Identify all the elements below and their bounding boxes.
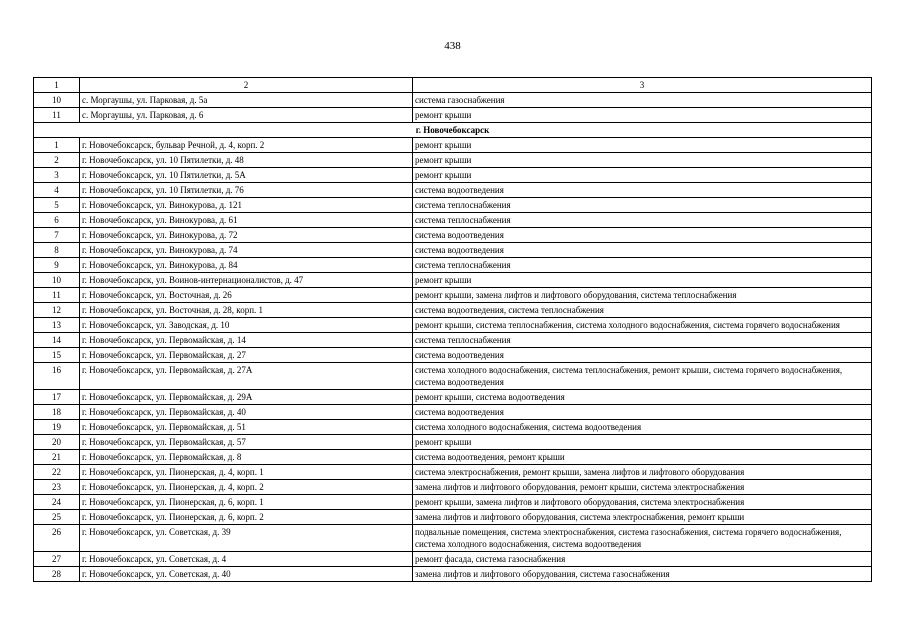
table-row — [34, 153, 872, 168]
table-row — [34, 390, 872, 405]
works-cell: система водоотведения, ремонт крыши — [413, 450, 872, 465]
works-cell: система теплоснабжения — [413, 258, 872, 273]
table-row — [34, 258, 872, 273]
num-cell: 18 — [34, 405, 80, 420]
table-row — [34, 525, 872, 552]
num-cell: 11 — [34, 108, 80, 123]
address-cell: г. Новочебоксарск, ул. Первомайская, д. 51 — [80, 420, 413, 435]
address-cell: г. Новочебоксарск, ул. Советская, д. 39 — [80, 525, 413, 552]
works-cell: система холодного водоснабжения, система водоотведения — [413, 420, 872, 435]
num-cell: 16 — [34, 363, 80, 390]
address-cell: г. Новочебоксарск, ул. 10 Пятилетки, д. 5А — [80, 168, 413, 183]
address-cell: г. Новочебоксарск, ул. Первомайская, д. 27А — [80, 363, 413, 390]
table-row — [34, 213, 872, 228]
num-cell: 26 — [34, 525, 80, 552]
table-row — [34, 450, 872, 465]
works-cell: система теплоснабжения — [413, 213, 872, 228]
works-cell: ремонт крыши — [413, 435, 872, 450]
header-cell: 2 — [80, 78, 413, 93]
table-row — [34, 510, 872, 525]
works-cell: ремонт крыши — [413, 138, 872, 153]
num-cell: 3 — [34, 168, 80, 183]
address-cell: с. Моргаушы, ул. Парковая, д. 6 — [80, 108, 413, 123]
num-cell: 6 — [34, 213, 80, 228]
section-row — [34, 123, 872, 138]
table-row — [34, 333, 872, 348]
table-row — [34, 273, 872, 288]
table-row — [34, 348, 872, 363]
address-cell: г. Новочебоксарск, ул. Воинов-интернационалистов, д. 47 — [80, 273, 413, 288]
num-cell: 15 — [34, 348, 80, 363]
works-cell: система водоотведения — [413, 243, 872, 258]
num-cell: 20 — [34, 435, 80, 450]
address-cell: г. Новочебоксарск, ул. Советская, д. 40 — [80, 567, 413, 582]
num-cell: 17 — [34, 390, 80, 405]
works-cell: ремонт крыши, система теплоснабжения, система холодного водоснабжения, система горячего водоснабжения — [413, 318, 872, 333]
table-row — [34, 228, 872, 243]
works-cell: система теплоснабжения — [413, 333, 872, 348]
address-cell: г. Новочебоксарск, ул. 10 Пятилетки, д. 76 — [80, 183, 413, 198]
table-row — [34, 303, 872, 318]
works-cell: система водоотведения — [413, 348, 872, 363]
address-cell: г. Новочебоксарск, ул. Заводская, д. 10 — [80, 318, 413, 333]
works-cell: система водоотведения — [413, 183, 872, 198]
table-row — [34, 138, 872, 153]
address-cell: г. Новочебоксарск, ул. 10 Пятилетки, д. 48 — [80, 153, 413, 168]
table-row — [34, 420, 872, 435]
num-cell: 27 — [34, 552, 80, 567]
address-cell: г. Новочебоксарск, ул. Первомайская, д. 57 — [80, 435, 413, 450]
address-cell: г. Новочебоксарск, ул. Восточная, д. 26 — [80, 288, 413, 303]
table-row — [34, 93, 872, 108]
table-row — [34, 168, 872, 183]
works-cell: подвальные помещения, система электроснабжения, система газоснабжения, система горячего водоснабжения, система холодного водоснабжения, система водоотведения — [413, 525, 872, 552]
num-cell: 10 — [34, 273, 80, 288]
address-cell: г. Новочебоксарск, ул. Пионерская, д. 4, корп. 2 — [80, 480, 413, 495]
address-cell: г. Новочебоксарск, ул. Первомайская, д. 14 — [80, 333, 413, 348]
address-cell: г. Новочебоксарск, ул. Пионерская, д. 6, корп. 1 — [80, 495, 413, 510]
works-cell: система электроснабжения, ремонт крыши, замена лифтов и лифтового оборудования — [413, 465, 872, 480]
table-row — [34, 318, 872, 333]
works-cell: система газоснабжения — [413, 93, 872, 108]
num-cell: 12 — [34, 303, 80, 318]
works-cell: замена лифтов и лифтового оборудования, система электроснабжения, ремонт крыши — [413, 510, 872, 525]
works-cell: система водоотведения, система теплоснабжения — [413, 303, 872, 318]
num-cell: 14 — [34, 333, 80, 348]
num-cell: 5 — [34, 198, 80, 213]
works-cell: система теплоснабжения — [413, 198, 872, 213]
header-cell: 3 — [413, 78, 872, 93]
works-cell: ремонт крыши, замена лифтов и лифтового оборудования, система электроснабжения — [413, 495, 872, 510]
section-title: г. Новочебоксарск — [34, 123, 872, 138]
works-table — [33, 77, 872, 582]
works-cell: система холодного водоснабжения, система теплоснабжения, ремонт крыши, система горячего водоснабжения, система водоотведения — [413, 363, 872, 390]
table-row — [34, 243, 872, 258]
works-cell: ремонт крыши — [413, 108, 872, 123]
address-cell: г. Новочебоксарск, ул. Винокурова, д. 84 — [80, 258, 413, 273]
address-cell: г. Новочебоксарск, ул. Первомайская, д. 27 — [80, 348, 413, 363]
num-cell: 28 — [34, 567, 80, 582]
address-cell: г. Новочебоксарск, ул. Первомайская, д. 29А — [80, 390, 413, 405]
works-cell: замена лифтов и лифтового оборудования, ремонт крыши, система электроснабжения — [413, 480, 872, 495]
table-row — [34, 405, 872, 420]
works-cell: ремонт фасада, система газоснабжения — [413, 552, 872, 567]
num-cell: 10 — [34, 93, 80, 108]
address-cell: г. Новочебоксарск, ул. Винокурова, д. 61 — [80, 213, 413, 228]
works-cell: ремонт крыши — [413, 273, 872, 288]
address-cell: с. Моргаушы, ул. Парковая, д. 5а — [80, 93, 413, 108]
table-row — [34, 363, 872, 390]
address-cell: г. Новочебоксарск, ул. Винокурова, д. 121 — [80, 198, 413, 213]
address-cell: г. Новочебоксарск, ул. Винокурова, д. 74 — [80, 243, 413, 258]
table-row — [34, 198, 872, 213]
works-cell: ремонт крыши, система водоотведения — [413, 390, 872, 405]
table-row — [34, 183, 872, 198]
address-cell: г. Новочебоксарск, ул. Пионерская, д. 6, корп. 2 — [80, 510, 413, 525]
table-row — [34, 108, 872, 123]
num-cell: 1 — [34, 138, 80, 153]
num-cell: 8 — [34, 243, 80, 258]
table-row — [34, 465, 872, 480]
works-cell: ремонт крыши — [413, 168, 872, 183]
table-row — [34, 435, 872, 450]
table-row — [34, 495, 872, 510]
works-cell: ремонт крыши — [413, 153, 872, 168]
num-cell: 22 — [34, 465, 80, 480]
num-cell: 2 — [34, 153, 80, 168]
num-cell: 13 — [34, 318, 80, 333]
num-cell: 25 — [34, 510, 80, 525]
address-cell: г. Новочебоксарск, ул. Восточная, д. 28, корп. 1 — [80, 303, 413, 318]
works-cell: ремонт крыши, замена лифтов и лифтового оборудования, система теплоснабжения — [413, 288, 872, 303]
num-cell: 21 — [34, 450, 80, 465]
header-cell: 1 — [34, 78, 80, 93]
address-cell: г. Новочебоксарск, ул. Первомайская, д. 8 — [80, 450, 413, 465]
works-cell: система водоотведения — [413, 405, 872, 420]
address-cell: г. Новочебоксарск, ул. Первомайская, д. 40 — [80, 405, 413, 420]
address-cell: г. Новочебоксарск, бульвар Речной, д. 4, корп. 2 — [80, 138, 413, 153]
table-row — [34, 480, 872, 495]
address-cell: г. Новочебоксарск, ул. Пионерская, д. 4, корп. 1 — [80, 465, 413, 480]
table-row — [34, 552, 872, 567]
num-cell: 24 — [34, 495, 80, 510]
num-cell: 9 — [34, 258, 80, 273]
page-number: 438 — [444, 40, 461, 52]
table-header-row — [34, 78, 872, 93]
num-cell: 19 — [34, 420, 80, 435]
address-cell: г. Новочебоксарск, ул. Винокурова, д. 72 — [80, 228, 413, 243]
num-cell: 4 — [34, 183, 80, 198]
works-cell: система водоотведения — [413, 228, 872, 243]
num-cell: 7 — [34, 228, 80, 243]
address-cell: г. Новочебоксарск, ул. Советская, д. 4 — [80, 552, 413, 567]
num-cell: 11 — [34, 288, 80, 303]
num-cell: 23 — [34, 480, 80, 495]
works-cell: замена лифтов и лифтового оборудования, система газоснабжения — [413, 567, 872, 582]
table-row — [34, 288, 872, 303]
table-row — [34, 567, 872, 582]
